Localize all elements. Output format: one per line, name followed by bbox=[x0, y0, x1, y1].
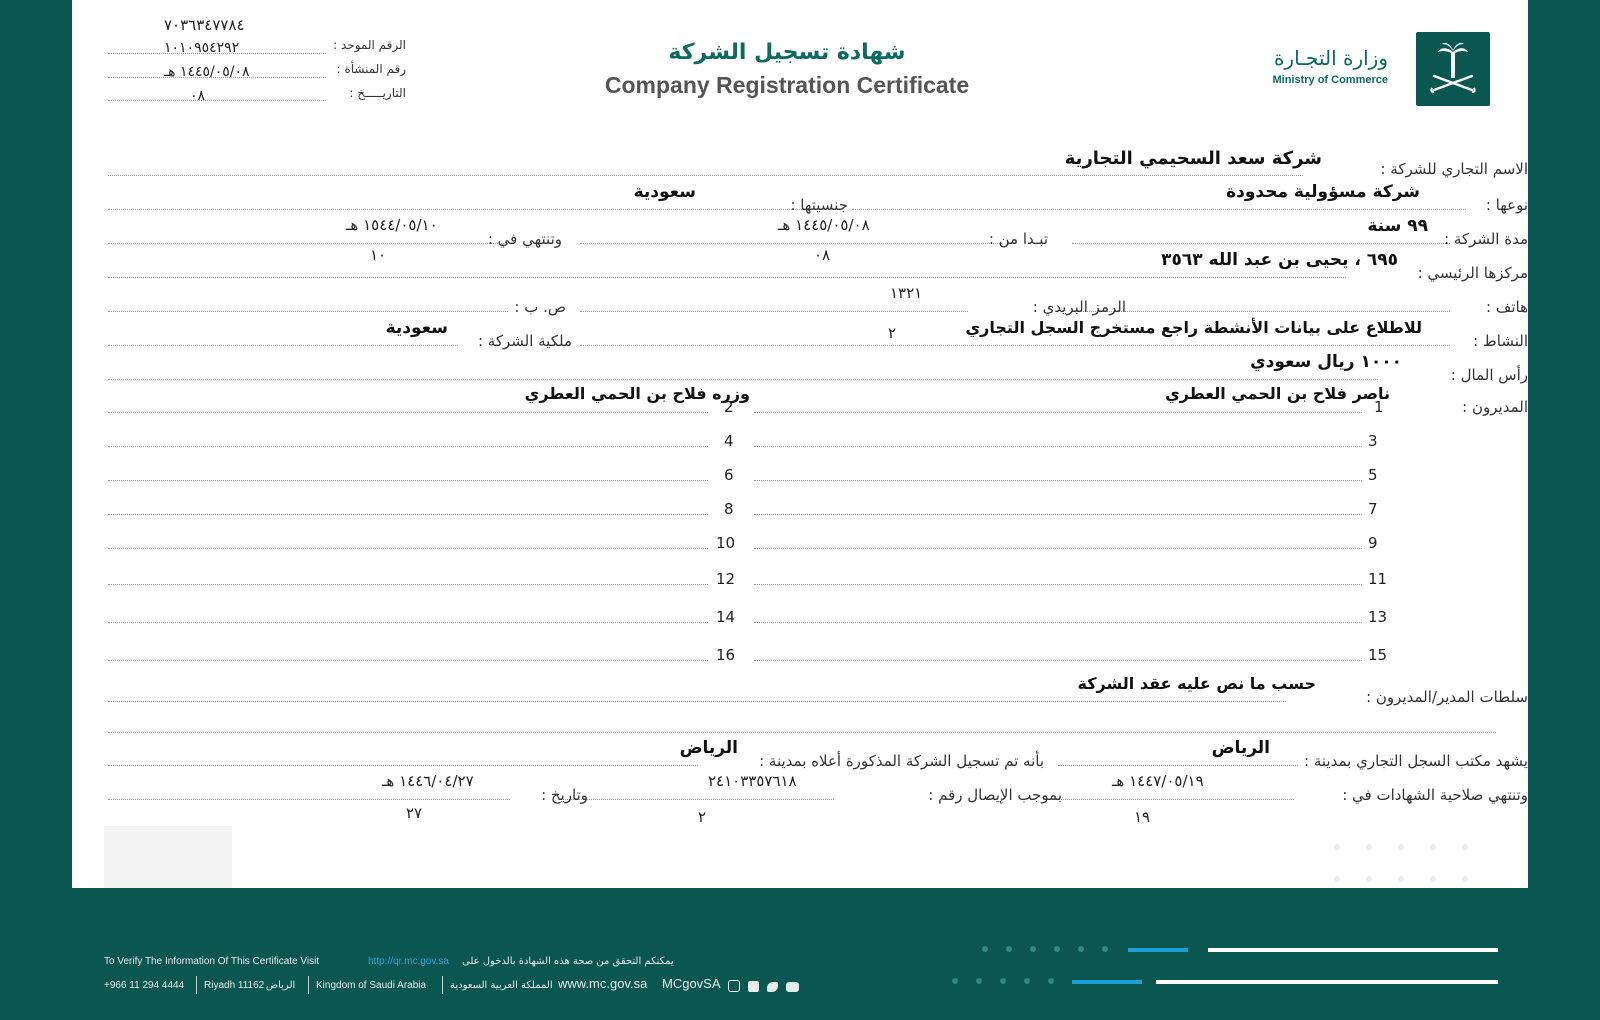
decorative-dot bbox=[1334, 876, 1340, 882]
footer-country-en: Kingdom of Saudi Arabia bbox=[316, 980, 427, 991]
dots bbox=[580, 311, 968, 312]
instagram-icon[interactable] bbox=[728, 980, 740, 992]
hq-value: ٦٩٥ ، يحيى بن عبد الله ٣٥٦٣ bbox=[1161, 250, 1398, 270]
receipt-date-label: وتاريخ : bbox=[541, 786, 588, 804]
dots bbox=[754, 412, 1362, 413]
decorative-line bbox=[1128, 948, 1188, 952]
dots bbox=[558, 799, 834, 800]
manager-number: 11 bbox=[1368, 570, 1388, 588]
saudi-emblem-icon bbox=[1416, 32, 1490, 106]
decorative-dot bbox=[1048, 978, 1054, 984]
manager-number: 10 bbox=[716, 534, 736, 552]
registered-city-value: الرياض bbox=[679, 738, 738, 758]
footer-phone: +966 11 294 4444 bbox=[104, 980, 185, 991]
authority-value: حسب ما نص عليه عقد الشركة bbox=[1077, 674, 1316, 693]
decorative-dot bbox=[1462, 876, 1468, 882]
ministry-name-en: Ministry of Commerce bbox=[1272, 74, 1388, 86]
dots bbox=[108, 243, 504, 244]
manager-number: 15 bbox=[1368, 646, 1388, 664]
twitter-icon[interactable] bbox=[767, 982, 778, 992]
end-date-value: ١٥٤٤/٠٥/١٠ هـ bbox=[346, 216, 438, 234]
title-english: Company Registration Certificate bbox=[604, 72, 970, 98]
decorative-line bbox=[1156, 980, 1498, 984]
decorative-dot bbox=[1024, 978, 1030, 984]
dots bbox=[754, 660, 1362, 661]
decorative-dot bbox=[1366, 844, 1372, 850]
dots bbox=[108, 765, 698, 766]
activity-value: للاطلاع على بيانات الأنشطة راجع مستخرج السجل التجاري bbox=[965, 318, 1422, 337]
dots bbox=[108, 732, 1496, 733]
office-city-label: يشهد مكتب السجل التجاري بمدينة : bbox=[1304, 752, 1528, 770]
dots bbox=[108, 548, 708, 549]
decorative-dot bbox=[1430, 844, 1436, 850]
manager-number: 12 bbox=[716, 570, 736, 588]
manager-number: 6 bbox=[724, 466, 734, 484]
verify-link[interactable]: http://qr.mc.gov.sa bbox=[368, 956, 449, 967]
dots bbox=[1058, 765, 1298, 766]
dots bbox=[108, 379, 1378, 380]
pobox-label: ص. ب : bbox=[514, 298, 566, 316]
footer-city-ar: الرياض bbox=[266, 980, 296, 991]
dots bbox=[108, 446, 708, 447]
establishment-number: ١٤٤٥/٠٥/٠٨ هـ bbox=[164, 64, 250, 80]
dots bbox=[754, 480, 1362, 481]
decorative-line bbox=[1208, 948, 1498, 952]
ownership-label: ملكية الشركة : bbox=[477, 332, 572, 350]
start-date-value: ١٤٤٥/٠٥/٠٨ هـ bbox=[778, 216, 870, 234]
dots bbox=[108, 311, 508, 312]
ministry-name-ar: وزارة التجـارة bbox=[1273, 46, 1388, 70]
end-date-label: وتنتهي في : bbox=[487, 230, 562, 248]
manager-number: 7 bbox=[1368, 500, 1378, 518]
duration-value: ٩٩ سنة bbox=[1367, 216, 1428, 236]
validity-date-label: وتنتهي صلاحية الشهادات في : bbox=[1342, 786, 1528, 804]
capital-value: ١٠٠٠ ريال سعودي bbox=[1250, 352, 1402, 372]
unified-number-label: الرقم الموحد : bbox=[333, 38, 406, 52]
manager-number: 16 bbox=[716, 646, 736, 664]
decorative-dot bbox=[1030, 946, 1036, 952]
footer bbox=[72, 888, 1528, 1020]
ownership-value: سعودية bbox=[385, 318, 448, 338]
decorative-dot bbox=[1078, 946, 1084, 952]
decorative-dot bbox=[952, 978, 958, 984]
decorative-dot bbox=[1054, 946, 1060, 952]
start-date-sub: ٠٨ bbox=[814, 246, 831, 264]
decorative-dot bbox=[1006, 946, 1012, 952]
dots bbox=[580, 243, 1002, 244]
footer-country-ar: المملكة العربية السعودية bbox=[450, 980, 553, 991]
header-date-label: التاريـــــخ : bbox=[349, 86, 406, 100]
dots bbox=[108, 175, 1303, 176]
company-type-label: نوعها : bbox=[1485, 196, 1528, 214]
unified-number: ١٠١٠٩٥٤٢٩٢ bbox=[164, 40, 240, 56]
dots bbox=[108, 799, 510, 800]
dots bbox=[108, 480, 708, 481]
dots bbox=[754, 622, 1362, 623]
header-date-value: ٠٨ bbox=[190, 88, 206, 104]
dots bbox=[108, 514, 708, 515]
manager-number: 5 bbox=[1368, 466, 1378, 484]
dots bbox=[1072, 311, 1450, 312]
social-icons bbox=[728, 977, 799, 996]
receipt-number-sub: ٢ bbox=[698, 808, 707, 826]
decorative-dot bbox=[1102, 946, 1108, 952]
nationality-value: سعودية bbox=[633, 182, 696, 202]
dots bbox=[852, 209, 1466, 210]
company-type-value: شركة مسؤولية محدودة bbox=[1226, 182, 1420, 202]
dots bbox=[108, 277, 1346, 278]
trade-name-value: شركة سعد السحيمي التجارية bbox=[1064, 148, 1322, 169]
manager-number: 8 bbox=[724, 500, 734, 518]
receipt-date-value: ١٤٤٦/٠٤/٢٧ هـ bbox=[382, 772, 474, 790]
dots bbox=[108, 622, 708, 623]
manager-number: 2 bbox=[724, 398, 734, 416]
dots bbox=[754, 584, 1362, 585]
capital-label: رأس المال : bbox=[1450, 366, 1528, 384]
dots bbox=[1058, 799, 1294, 800]
divider bbox=[308, 976, 309, 994]
validity-date-sub: ١٩ bbox=[1134, 808, 1151, 826]
decorative-dot bbox=[1398, 876, 1404, 882]
postal-code-label: الرمز البريدي : bbox=[1032, 298, 1126, 316]
decorative-dot bbox=[1334, 844, 1340, 850]
unified-number-top: ٧٠٣٦٣٤٧٧٨٤ bbox=[164, 16, 245, 34]
office-city-value: الرياض bbox=[1211, 738, 1270, 758]
dots bbox=[108, 209, 804, 210]
postal-code-value: ١٣٢١ bbox=[890, 284, 923, 302]
decorative-dot bbox=[1366, 876, 1372, 882]
dots bbox=[108, 660, 708, 661]
trade-name-label: الاسم التجاري للشركة : bbox=[1380, 160, 1528, 178]
divider bbox=[442, 976, 443, 994]
decorative-dot bbox=[976, 978, 982, 984]
decorative-dot bbox=[982, 946, 988, 952]
dots bbox=[754, 548, 1362, 549]
receipt-number-label: بموجب الإيصال رقم : bbox=[928, 786, 1062, 804]
validity-date-value: ١٤٤٧/٠٥/١٩ هـ bbox=[1112, 772, 1204, 790]
dots bbox=[1072, 243, 1450, 244]
verify-text-ar: يمكنكم التحقق من صحة هذه الشهادة بالدخول على bbox=[462, 956, 674, 967]
divider bbox=[196, 976, 197, 994]
dots bbox=[108, 701, 1286, 702]
verify-text-en: To Verify The Information Of This Certificate Visit bbox=[104, 956, 320, 967]
dots bbox=[108, 412, 708, 413]
facebook-icon[interactable] bbox=[748, 981, 759, 992]
manager-number: 14 bbox=[716, 608, 736, 626]
decorative-dot bbox=[1000, 978, 1006, 984]
dots bbox=[108, 345, 458, 346]
nationality-label: جنسيتها : bbox=[790, 196, 848, 214]
start-date-label: تبـدا من : bbox=[988, 230, 1048, 248]
dots bbox=[754, 514, 1362, 515]
managers-label: المديرون : bbox=[1462, 398, 1528, 416]
manager-name: ناصر فلاح بن الحمي العطري bbox=[1165, 384, 1390, 403]
footer-city-en: Riyadh 11162 bbox=[204, 980, 265, 991]
decorative-dot bbox=[1398, 844, 1404, 850]
certificate-page bbox=[72, 0, 1528, 1020]
youtube-icon[interactable] bbox=[786, 982, 799, 992]
hq-label: مركزها الرئيسي : bbox=[1417, 264, 1528, 282]
activity-sub: ٢ bbox=[888, 324, 897, 342]
receipt-date-sub: ٢٧ bbox=[406, 804, 423, 822]
manager-number: 4 bbox=[724, 432, 734, 450]
registered-city-label: بأنه تم تسجيل الشركة المذكورة أعلاه بمدينة : bbox=[759, 752, 1044, 770]
decorative-dot bbox=[1462, 844, 1468, 850]
end-date-sub: ١٠ bbox=[370, 246, 387, 264]
manager-name: وزره فلاح بن الحمي العطري bbox=[524, 384, 750, 403]
manager-number: 13 bbox=[1368, 608, 1388, 626]
receipt-number-value: ٢٤١٠٣٣٥٧٦١٨ bbox=[708, 772, 797, 790]
dots bbox=[580, 345, 1450, 346]
phone-label: هاتف : bbox=[1485, 298, 1528, 316]
decorative-line bbox=[1072, 980, 1142, 984]
footer-website[interactable]: www.mc.gov.sa bbox=[558, 976, 648, 991]
manager-number: 9 bbox=[1368, 534, 1378, 552]
manager-number: 1 bbox=[1374, 398, 1384, 416]
activity-label: النشاط : bbox=[1473, 332, 1528, 350]
establishment-label: رقم المنشأة : bbox=[336, 62, 406, 76]
decorative-dot bbox=[1430, 876, 1436, 882]
dots bbox=[108, 100, 326, 101]
authority-label: سلطات المدير/المديرون : bbox=[1366, 688, 1528, 706]
dots bbox=[108, 584, 708, 585]
dots bbox=[754, 446, 1362, 447]
title-arabic: شهادة تسجيل الشركة bbox=[668, 40, 906, 65]
duration-label: مدة الشركة : bbox=[1444, 230, 1528, 248]
footer-social-handle: MCgovSA bbox=[662, 976, 721, 991]
manager-number: 3 bbox=[1368, 432, 1378, 450]
